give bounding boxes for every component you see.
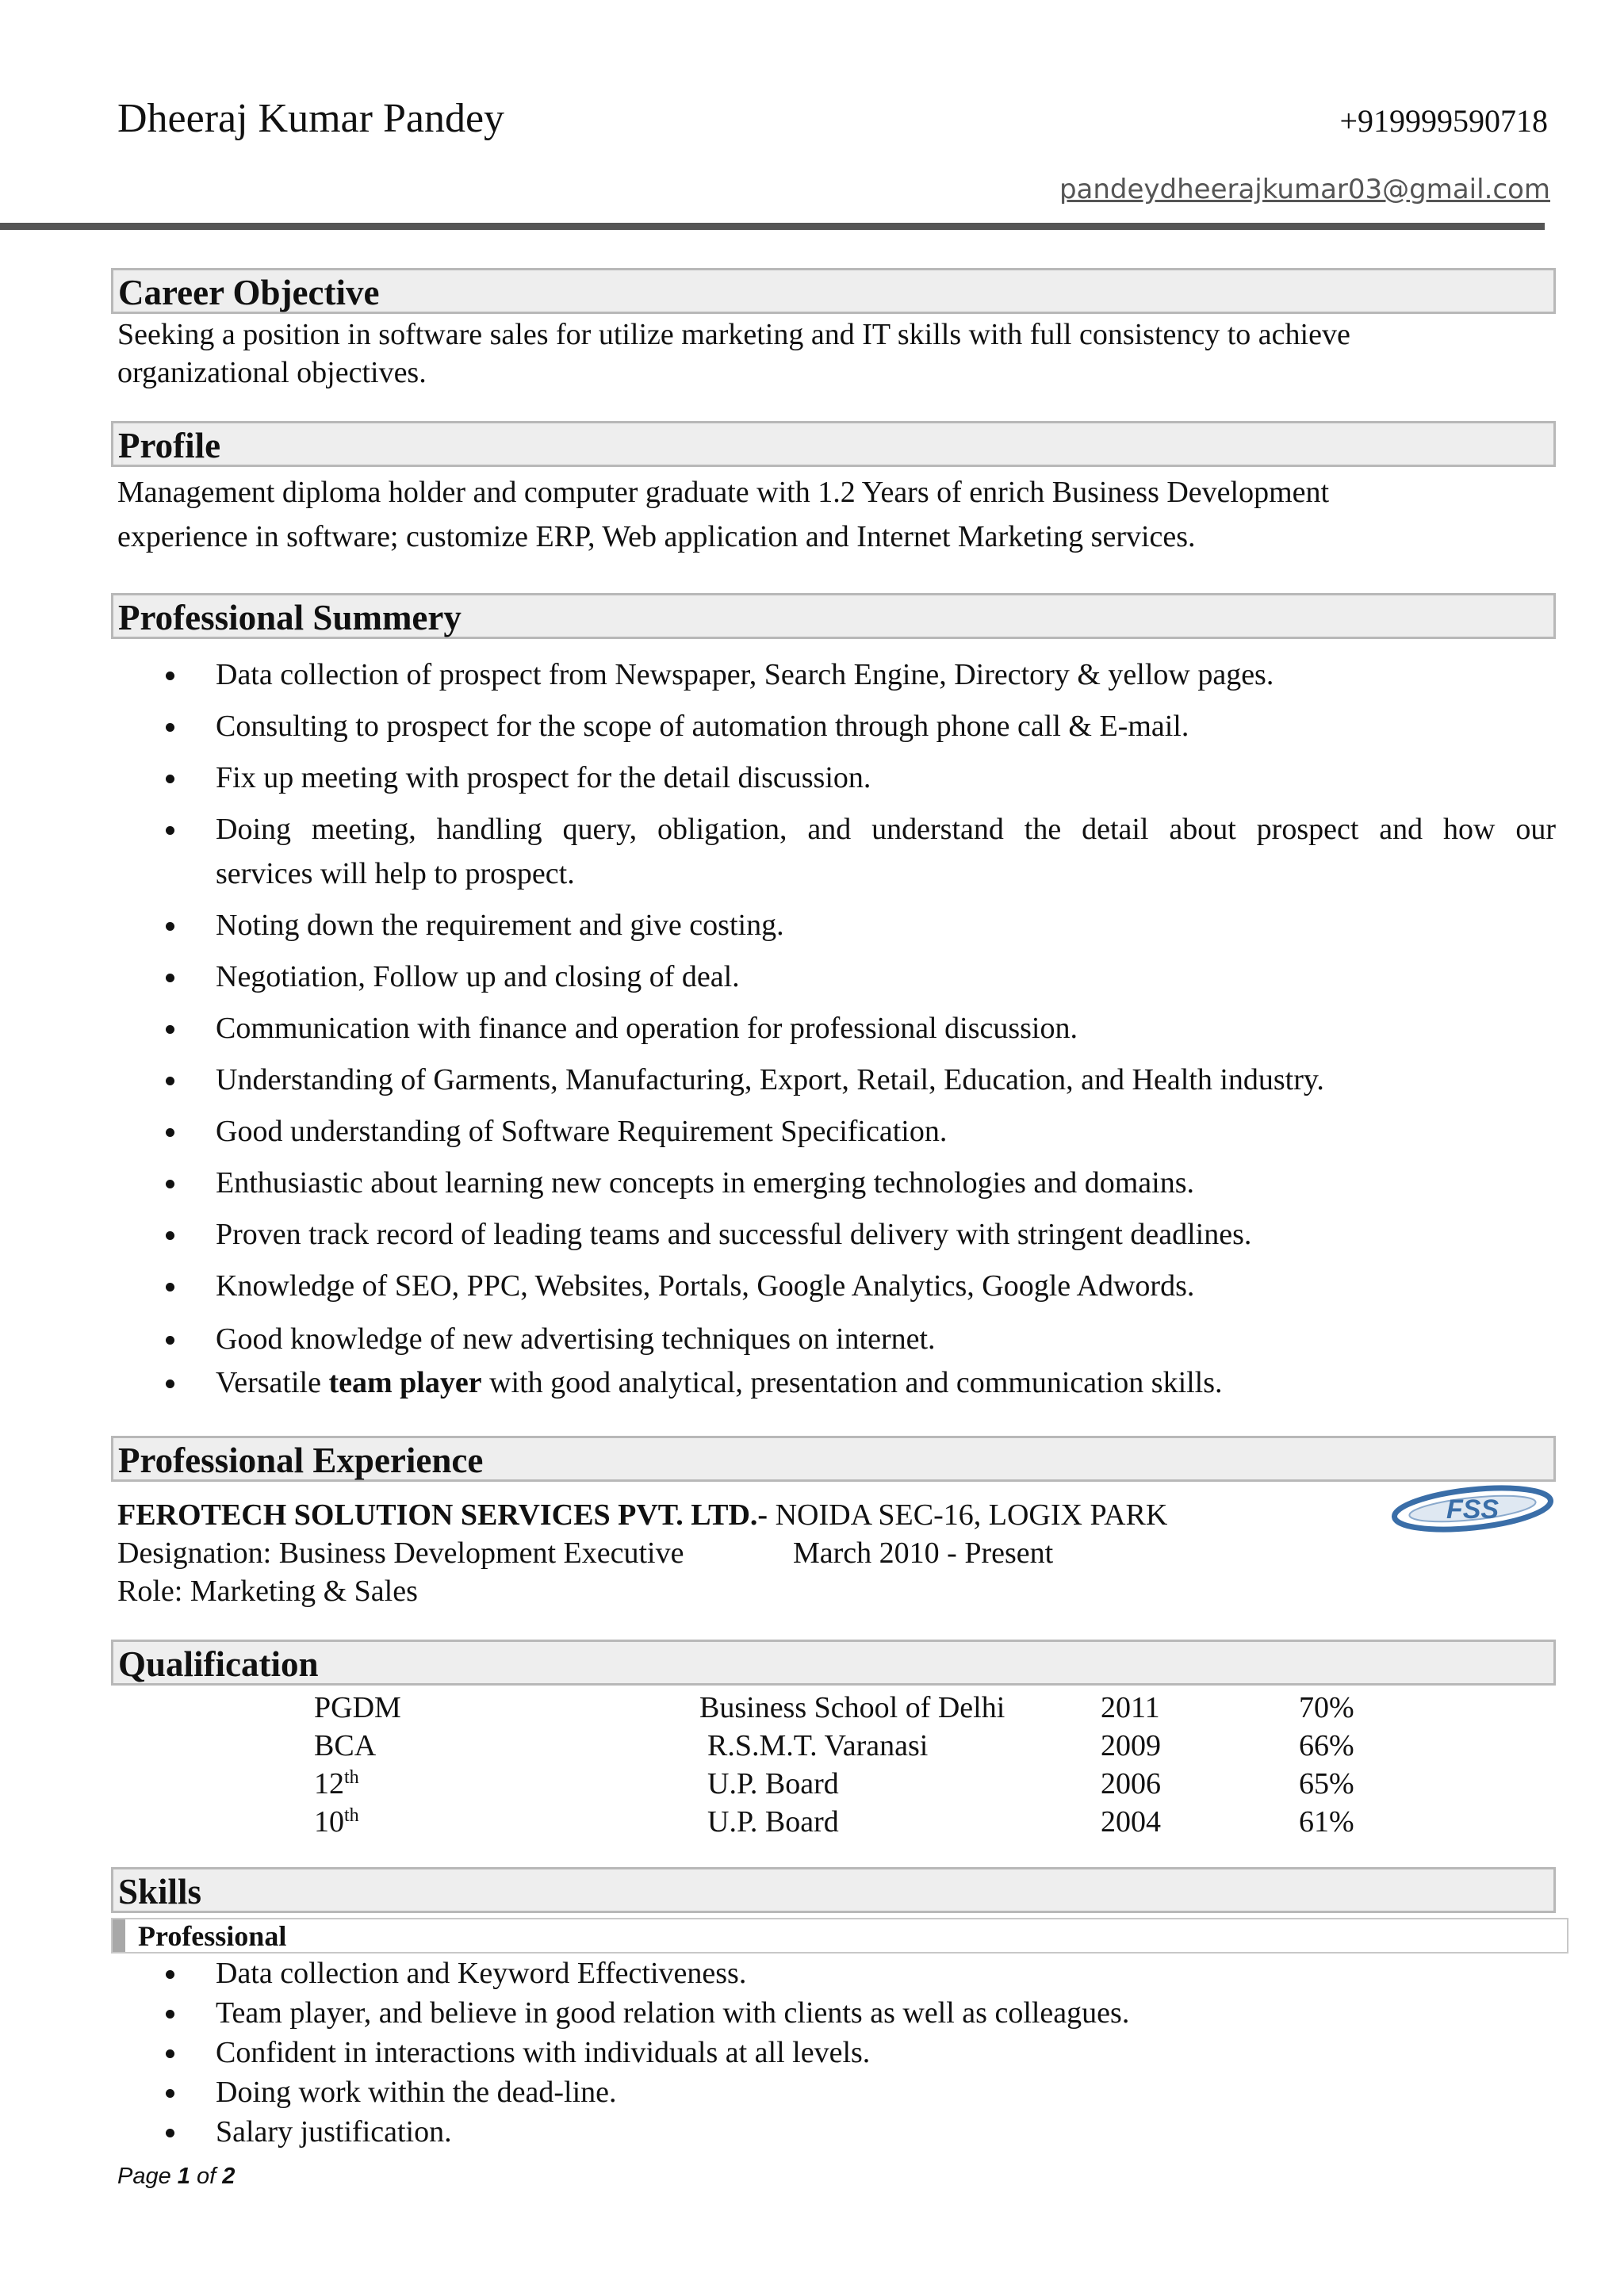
list-item-text <box>216 1364 1556 1401</box>
text-line: Seeking a position in software sales for utilize marketing and IT skills with full consistency to achieve <box>117 318 1350 351</box>
bullet-icon <box>166 922 174 931</box>
qualification-year: 2009 <box>1101 1729 1161 1762</box>
qualification-percent: 65% <box>1299 1767 1354 1800</box>
list-item-text: Consulting to prospect for the scope of automation through phone call & E-mail. <box>216 710 1189 743</box>
bullet-icon <box>166 2089 174 2098</box>
bullet-icon <box>166 1180 174 1188</box>
company-name: FEROTECH SOLUTION SERVICES PVT. LTD.- <box>117 1498 768 1532</box>
qualification-year: 2006 <box>1101 1767 1161 1800</box>
list-item-text: Fix up meeting with prospect for the detail discussion. <box>216 761 871 794</box>
bullet-icon <box>166 1077 174 1085</box>
bullet-icon <box>166 723 174 732</box>
section-title: Skills <box>118 1872 202 1911</box>
page-of-label: of <box>190 2164 223 2189</box>
qualification-institute: R.S.M.T. Varanasi <box>707 1729 929 1762</box>
bullet-icon <box>166 672 174 680</box>
section-title: Professional Experience <box>118 1441 484 1480</box>
bullet-icon <box>166 2010 174 2019</box>
list-item-text: Proven track record of leading teams and successful delivery with stringent deadlines. <box>216 1218 1252 1251</box>
header-divider <box>0 223 1545 230</box>
bullet-icon <box>166 1025 174 1034</box>
bullet-icon <box>166 1336 174 1345</box>
qualification-degree <box>314 1766 359 1802</box>
degree-text: 12 <box>314 1767 344 1800</box>
bullet-icon <box>166 826 174 835</box>
qualification-percent: 66% <box>1299 1729 1354 1762</box>
text-line: experience in software; customize ERP, Web application and Internet Marketing services. <box>117 520 1196 553</box>
company-location: NOIDA SEC-16, LOGIX PARK <box>768 1498 1168 1532</box>
page-total: 2 <box>222 2164 236 2189</box>
bullet-icon <box>166 1970 174 1979</box>
logo-text: FSS <box>1446 1494 1500 1525</box>
list-item-text: Negotiation, Follow up and closing of deal. <box>216 960 740 993</box>
list-item-text: Team player, and believe in good relation with clients as well as colleagues. <box>216 1996 1130 2030</box>
section-title: Profile <box>118 426 221 465</box>
qualification-degree <box>314 1689 401 1726</box>
page-current: 1 <box>177 2164 190 2189</box>
text-segment: Versatile <box>216 1366 329 1399</box>
list-item-text: Doing work within the dead-line. <box>216 2076 617 2109</box>
text-line: organizational objectives. <box>117 356 427 389</box>
degree-superscript: th <box>344 1767 359 1788</box>
page-number <box>117 2162 235 2191</box>
list-item-text: Noting down the requirement and give costing. <box>216 909 784 942</box>
qualification-year: 2011 <box>1101 1691 1160 1724</box>
qualification-percent: 61% <box>1299 1805 1354 1839</box>
page-label: Page <box>117 2164 178 2189</box>
qualification-degree <box>314 1728 376 1764</box>
company-line <box>117 1497 1167 1533</box>
bullet-icon <box>166 775 174 783</box>
bullet-icon <box>166 1231 174 1240</box>
qualification-institute: U.P. Board <box>707 1767 839 1800</box>
section-professional-experience <box>111 1436 1556 1482</box>
skills-subheader <box>111 1918 1568 1954</box>
section-career-objective <box>111 268 1556 314</box>
list-item-text: Enthusiastic about learning new concepts in emerging technologies and domains. <box>216 1166 1194 1200</box>
section-title: Professional Summery <box>118 598 462 637</box>
list-item-text: Confident in interactions with individuals at all levels. <box>216 2036 871 2069</box>
list-item-text: Data collection of prospect from Newspaper, Search Engine, Directory & yellow pages. <box>216 658 1274 691</box>
qualification-institute: Business School of Delhi <box>699 1691 1005 1724</box>
bullet-icon <box>166 1283 174 1292</box>
bullet-icon <box>166 2129 174 2137</box>
candidate-name: Dheeraj Kumar Pandey <box>117 96 505 141</box>
skills-subtitle: Professional <box>138 1920 287 1952</box>
degree-text: PGDM <box>314 1691 401 1724</box>
section-qualification <box>111 1640 1556 1686</box>
list-item-text: Communication with finance and operation for professional discussion. <box>216 1012 1078 1045</box>
degree-text: 10 <box>314 1805 344 1839</box>
list-item-text-continued: services will help to prospect. <box>216 857 575 890</box>
list-item-text: Good understanding of Software Requirement Specification. <box>216 1115 948 1148</box>
qualification-percent: 70% <box>1299 1691 1354 1724</box>
subheader-accent-bar <box>113 1919 125 1952</box>
degree-text: BCA <box>314 1729 377 1762</box>
bullet-icon <box>166 974 174 982</box>
phone-number: +919999590718 <box>1339 103 1548 139</box>
bold-text: team player <box>328 1366 482 1399</box>
qualification-year: 2004 <box>1101 1805 1161 1839</box>
qualification-degree <box>314 1804 359 1840</box>
degree-superscript: th <box>344 1805 359 1826</box>
list-item-text: Doing meeting, handling query, obligation, and understand the detail about prospect and how our <box>216 813 1556 846</box>
section-title: Career Objective <box>118 273 380 312</box>
company-logo <box>1392 1485 1553 1533</box>
text-line: Management diploma holder and computer graduate with 1.2 Years of enrich Business Development <box>117 476 1330 509</box>
employment-period: March 2010 - Present <box>793 1536 1054 1570</box>
qualification-institute: U.P. Board <box>707 1805 839 1839</box>
section-title: Qualification <box>118 1644 319 1684</box>
list-item-text: Knowledge of SEO, PPC, Websites, Portals, Google Analytics, Google Adwords. <box>216 1269 1195 1303</box>
text-segment: with good analytical, presentation and communication skills. <box>481 1366 1223 1399</box>
bullet-icon <box>166 2049 174 2058</box>
bullet-icon <box>166 1128 174 1137</box>
list-item-text: Good knowledge of new advertising techniques on internet. <box>216 1322 936 1356</box>
designation: Designation: Business Development Executive <box>117 1536 684 1570</box>
section-profile <box>111 421 1556 467</box>
section-professional-summary <box>111 593 1556 639</box>
list-item-text: Understanding of Garments, Manufacturing, Export, Retail, Education, and Health industry. <box>216 1063 1324 1096</box>
role: Role: Marketing & Sales <box>117 1575 418 1608</box>
list-item-text: Salary justification. <box>216 2115 452 2149</box>
section-skills <box>111 1867 1556 1913</box>
list-item-text: Data collection and Keyword Effectiveness. <box>216 1957 747 1990</box>
email-link[interactable]: pandeydheerajkumar03@gmail.com <box>1059 174 1550 205</box>
bullet-icon <box>166 1380 174 1388</box>
